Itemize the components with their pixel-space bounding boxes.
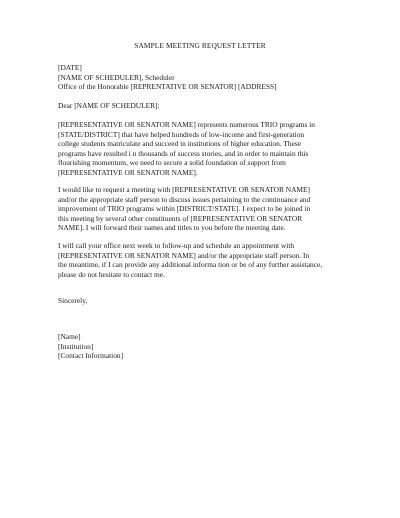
paragraph-line: [STATE/DISTRICT] that have helped hundreds of low-income and first-generation [58,129,305,139]
paragraph-line: improvement of TRIO programs within [DISTRICT/STATE]. I expect to be joined in [58,204,311,214]
paragraph-line: flourishing momentum, we need to secure a solid foundation of support from [58,158,286,168]
date-line: [DATE] [58,63,82,72]
paragraph-line: [REPRESENTATIVE OR SENATOR NAME]. [58,167,198,177]
letter-header [58,63,358,92]
paragraph-1 [58,120,358,178]
closing-text: Sincerely, [58,296,88,305]
signature-institution: [Institution] [58,341,94,351]
paragraph-line: this meeting by several other constituents of [REPRESENTATIVE OR SENATOR [58,213,303,223]
paragraph-line: NAME]. I will forward their names and titles to you before the meeting date. [58,223,286,233]
signature-name: [Name] [58,332,81,341]
signature-block [58,332,358,361]
paragraph-line: please do not hesitate to contact me. [58,269,165,279]
paragraph-line: programs have resulted i n thousands of success stories, and in order to maintain this [58,148,309,158]
paragraph-2 [58,185,358,233]
paragraph-line: and/or the appropriate staff person to discuss issues pertaining to the continuance and [58,194,311,204]
paragraph-line: I would like to request a meeting with [REPRESENTATIVE OR SENATOR NAME] [58,185,310,194]
scheduler-line: [NAME OF SCHEDULER], Scheduler [58,72,175,82]
office-line: Office of the Honorable [REPRENTATIVE OR SENATOR] [ADDRESS] [58,82,277,92]
letter-title: SAMPLE MEETING REQUEST LETTER [134,41,266,50]
paragraph-line: [REPRESENTATIVE OR SENATOR NAME] and/or the appropriate staff person. In [58,250,310,260]
paragraph-line: [REPRESENTATIVE OR SENATOR NAME] represents numerous TRIO programs in [58,120,315,129]
paragraph-line: I will call your office next week to follow-up and schedule an appointment with [58,241,295,250]
closing [58,296,358,306]
paragraph-line: the meantime, if I can provide any additional informa tion or be of any further assistance, [58,260,323,270]
signature-contact: [Contact Information] [58,351,124,361]
paragraph-3 [58,241,358,279]
salutation [58,101,358,111]
salutation-text: Dear [NAME OF SCHEDULER]: [58,101,160,110]
paragraph-line: college students matriculate and succeed in institutions of higher education. These [58,139,302,149]
